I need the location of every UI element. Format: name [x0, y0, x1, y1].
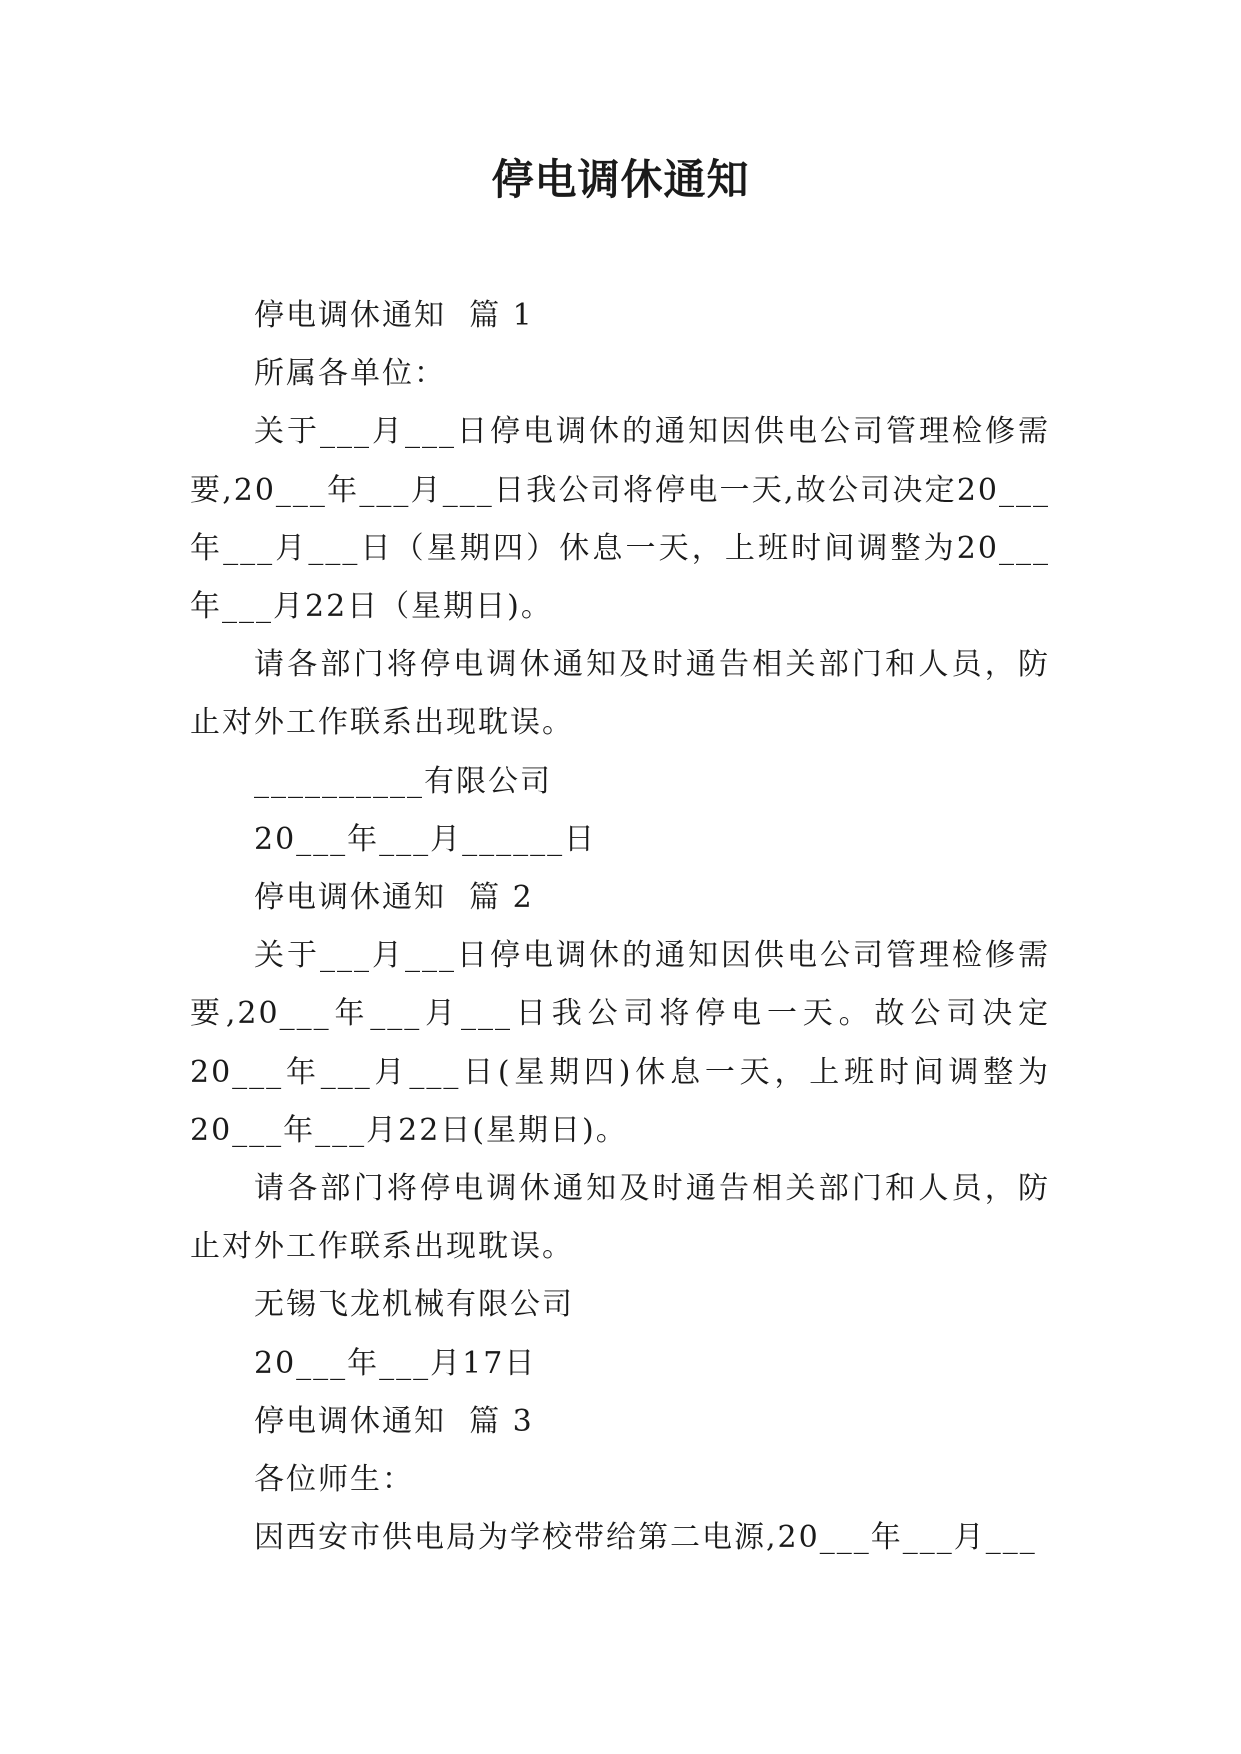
salutation: 各位师生： — [254, 1462, 414, 1498]
signature-date: 20___年___月______日 — [254, 821, 597, 857]
document-title: 停电调休通知 — [491, 155, 750, 204]
section-heading-1: 停电调休通知 篇 1 — [254, 298, 534, 333]
section-heading-2: 停电调休通知 篇 2 — [254, 880, 534, 916]
paragraph: 关于___月___日停电调休的通知因供电公司管理检修需要,20___年___月___日我公司将停电一天,故公司决定20___年___月___日（星期四）休息一天，上班时间调整为20___年___月22日（星期日)。 — [190, 414, 1050, 625]
paragraph: 关于___月___日停电调休的通知因供电公司管理检修需要,20___年___月___日我公司将停电一天。故公司决定20___年___月___日(星期四)休息一天，上班时间调整为20___年___月22日(星期日)。 — [190, 938, 1050, 1148]
section-heading-3: 停电调休通知 篇 3 — [254, 1403, 534, 1439]
paragraph: 因西安市供电局为学校带给第二电源,20___年___月___ — [254, 1520, 1037, 1556]
salutation: 所属各单位： — [254, 356, 446, 392]
paragraph: 请各部门将停电调休通知及时通告相关部门和人员，防止对外工作联系出现耽误。 — [190, 647, 1050, 741]
signature-company: __________有限公司 — [254, 763, 552, 799]
document-body — [190, 287, 1050, 1567]
paragraph: 请各部门将停电调休通知及时通告相关部门和人员，防止对外工作联系出现耽误。 — [190, 1171, 1050, 1265]
signature-date: 20___年___月17日 — [254, 1345, 537, 1381]
signature-company: 无锡飞龙机械有限公司 — [254, 1287, 574, 1323]
